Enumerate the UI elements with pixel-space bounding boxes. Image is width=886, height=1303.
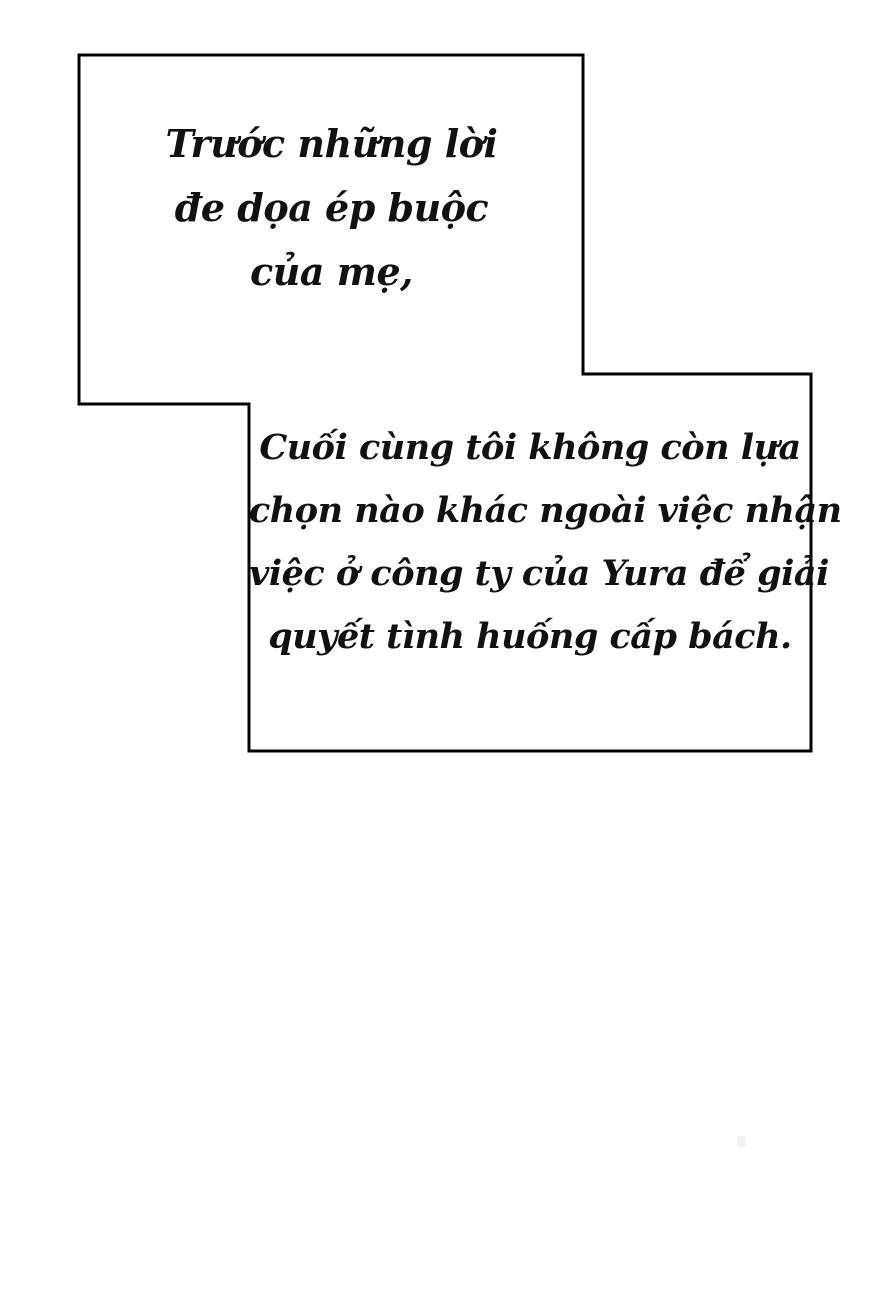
narration-line: đe dọa ép buộc <box>174 185 489 230</box>
narration-line: Cuối cùng tôi không còn lựa <box>259 427 801 468</box>
narration-line: Trước những lời <box>165 121 498 166</box>
narration-box-top <box>79 112 584 304</box>
narration-line: quyết tình huống cấp bách. <box>268 616 792 657</box>
narration-line: chọn nào khác ngoài việc nhận <box>249 490 842 531</box>
narration-line: của mẹ, <box>250 249 413 294</box>
narration-line: việc ở công ty của Yura để giải <box>249 553 829 594</box>
narration-box-bottom <box>249 416 842 668</box>
faint-print-artifact <box>737 1136 746 1147</box>
